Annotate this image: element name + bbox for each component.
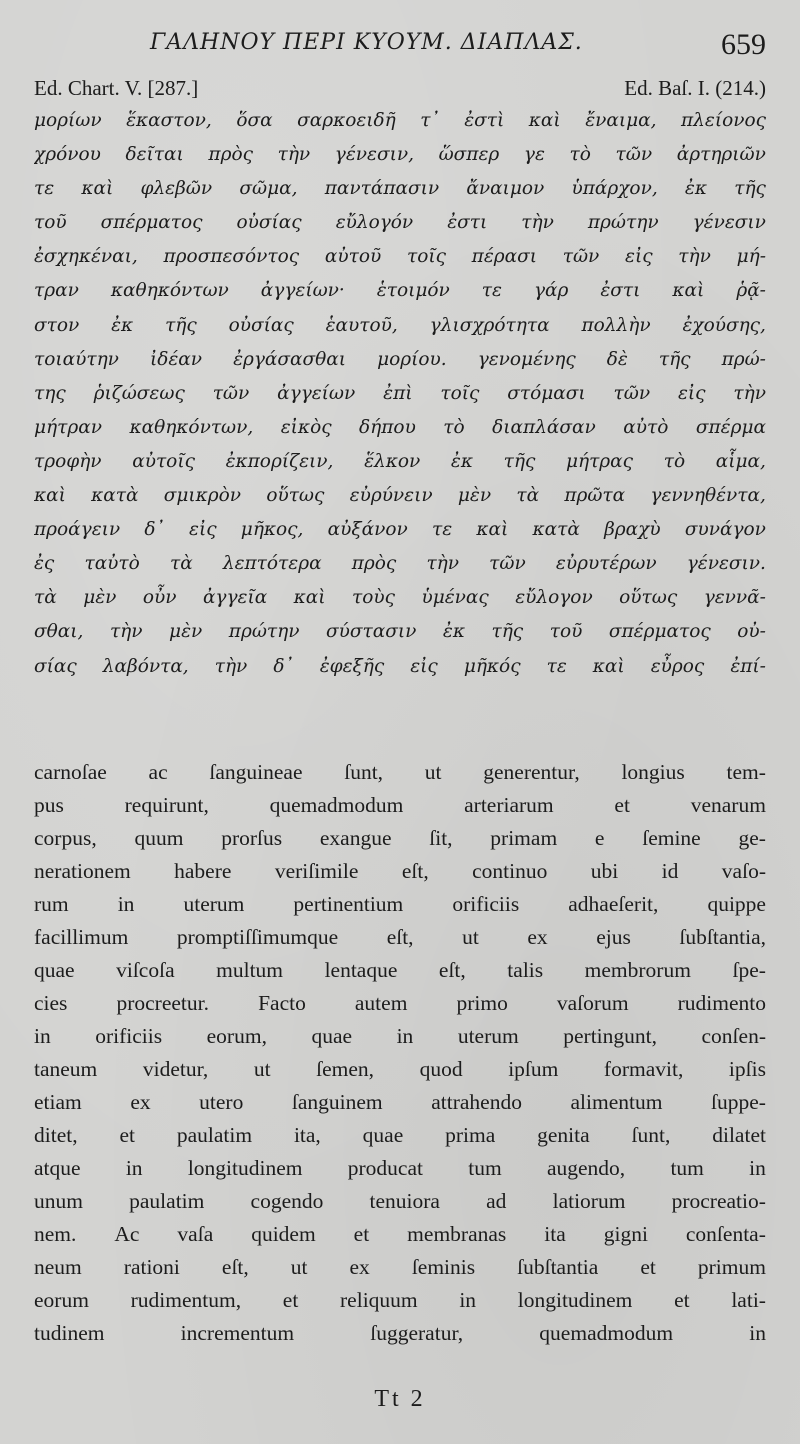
edition-reference-chartier: Ed. Chart. V. [287.] — [34, 76, 199, 100]
latin-text-line: etiam ex utero ſanguinem attrahendo alimentum ſuppe- — [34, 1090, 766, 1114]
latin-text-line: eorum rudimentum, et reliquum in longitudinem et lati- — [34, 1288, 766, 1312]
latin-text-line: pus requirunt, quemadmodum arteriarum et venarum — [34, 793, 766, 817]
running-title: ΓΑΛΗΝΟΥ ΠΕΡΙ ΚΥΟΥΜ. ΔΙΑΠΛΑΣ. — [150, 30, 583, 55]
running-head — [0, 22, 800, 62]
printer-signature: Tt 2 — [374, 1386, 426, 1412]
latin-text-line: neum rationi eſt, ut ex ſeminis ſubſtantia et primum — [34, 1255, 766, 1279]
greek-text-line: χρόνου δεῖται πρὸς τὴν γένεσιν, ὥσπερ γε τὸ τῶν ἀρτηριῶν — [34, 144, 766, 166]
greek-text-line: στον ἐκ τῆς οὐσίας ἑαυτοῦ, γλισχρότητα πολλὴν ἐχούσης, — [34, 314, 766, 336]
latin-text-line: rum in uterum pertinentium orificiis adhaeſerit, quippe — [34, 892, 766, 916]
greek-text-line: σθαι, τὴν μὲν πρώτην σύστασιν ἐκ τῆς τοῦ σπέρματος οὐ- — [34, 621, 766, 643]
latin-text-line: taneum videtur, ut ſemen, quod ipſum formavit, ipſis — [34, 1057, 766, 1081]
greek-text-line: ἐσχηκέναι, προσπεσόντος αὐτοῦ τοῖς πέρασι τῶν εἰς τὴν μή- — [34, 246, 766, 268]
greek-text-line: τὰ μὲν οὖν ἀγγεῖα καὶ τοὺς ὑμένας εὔλογον οὕτως γεννᾶ- — [34, 587, 766, 609]
latin-text-line: atque in longitudinem producat tum augendo, tum in — [34, 1156, 766, 1180]
latin-text-block — [34, 756, 766, 1350]
greek-text-line: της ῥιζώσεως τῶν ἀγγείων ἐπὶ τοῖς στόμασι τῶν εἰς τὴν — [34, 382, 766, 404]
page-number: 659 — [721, 28, 766, 61]
greek-text-line: τε καὶ φλεβῶν σῶμα, παντάπασιν ἄναιμον ὑπάρχον, ἐκ τῆς — [34, 178, 766, 200]
greek-text-line: τοιαύτην ἰδέαν ἐργάσασθαι μορίου. γενομένης δὲ τῆς πρώ- — [34, 348, 766, 370]
greek-text-line: μορίων ἕκαστον, ὅσα σαρκοειδῆ τ᾽ ἐστὶ καὶ ἔναιμα, πλείονος — [34, 110, 766, 131]
latin-text-line: ditet, et paulatim ita, quae prima genita ſunt, dilatet — [34, 1123, 766, 1147]
latin-text-line: quae viſcoſa multum lentaque eſt, talis membrorum ſpe- — [34, 958, 766, 982]
greek-text-line: τραν καθηκόντων ἀγγείων· ἑτοιμόν τε γάρ ἐστι καὶ ῥᾷ- — [34, 280, 766, 302]
latin-text-line: facillimum promptiſſimumque eſt, ut ex ejus ſubſtantia, — [34, 925, 766, 949]
greek-text-line: τροφὴν αὐτοῖς ἐκπορίζειν, ἕλκον ἐκ τῆς μήτρας τὸ αἷμα, — [34, 450, 766, 472]
greek-text-block — [34, 104, 766, 684]
edition-reference-basel: Ed. Baſ. I. (214.) — [624, 76, 766, 100]
latin-text-line: cies procreetur. Facto autem primo vaſorum rudimento — [34, 991, 766, 1015]
greek-text-line: μήτραν καθηκόντων, εἰκὸς δήπου τὸ διαπλάσαν αὐτὸ σπέρμα — [34, 416, 766, 438]
greek-text-line: προάγειν δ᾽ εἰς μῆκος, αὐξάνον τε καὶ κατὰ βραχὺ συνάγον — [34, 519, 766, 541]
edition-line — [34, 76, 766, 106]
latin-text-line: unum paulatim cogendo tenuiora ad latiorum procreatio- — [34, 1189, 766, 1213]
latin-text-line: tudinem incrementum ſuggeratur, quemadmodum in — [34, 1321, 766, 1345]
greek-text-line: ἐς ταὐτὸ τὰ λεπτότερα πρὸς τὴν τῶν εὐρυτέρων γένεσιν. — [34, 553, 766, 575]
latin-text-line: corpus, quum prorſus exangue ſit, primam e ſemine ge- — [34, 826, 766, 850]
latin-text-line: in orificiis eorum, quae in uterum pertingunt, conſen- — [34, 1024, 766, 1048]
greek-text-line: σίας λαβόντα, τὴν δ᾽ ἐφεξῆς εἰς μῆκός τε καὶ εὖρος ἐπί- — [34, 655, 766, 677]
greek-text-line: τοῦ σπέρματος οὐσίας εὔλογόν ἐστι τὴν πρώτην γένεσιν — [34, 212, 766, 234]
latin-text-line: nerationem habere veriſimile eſt, continuo ubi id vaſo- — [34, 859, 766, 883]
latin-text-line: nem. Ac vaſa quidem et membranas ita gigni conſenta- — [34, 1222, 766, 1246]
greek-text-line: καὶ κατὰ σμικρὸν οὕτως εὐρύνειν μὲν τὰ πρῶτα γεννηθέντα, — [34, 485, 766, 507]
latin-text-line: carnoſae ac ſanguineae ſunt, ut generentur, longius tem- — [34, 760, 766, 784]
